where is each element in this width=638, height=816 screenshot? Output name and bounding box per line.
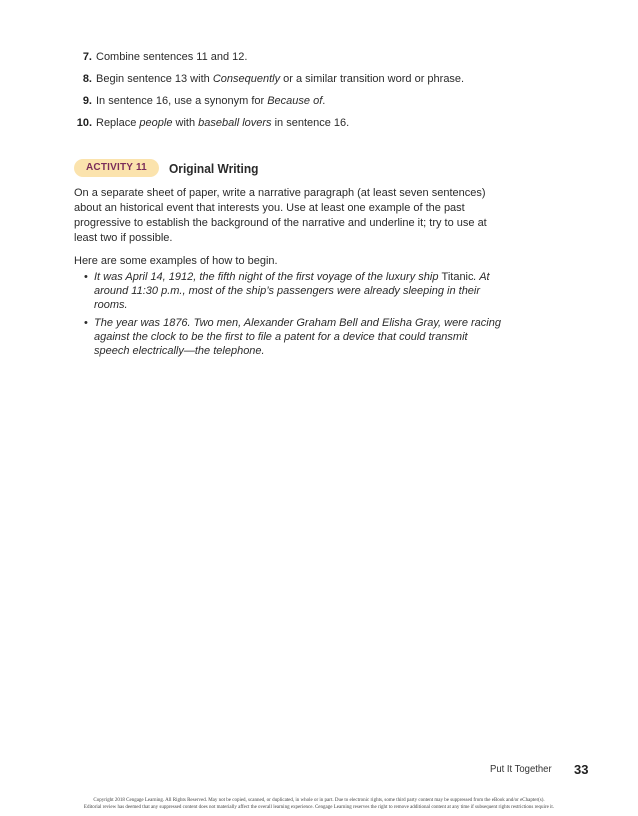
- copyright-line-1: Copyright 2018 Cengage Learning. All Rights Reserved. May not be copied, scanned, or duplicated, in whole or in part. Due to electronic rights, some third party content may be suppressed from the eBook and/or eChapter(s).: [93, 798, 545, 803]
- example-bullet: [84, 270, 504, 312]
- item-text: [96, 116, 349, 138]
- text-run: The year was 1876. Two men, Alexander Graham Bell and Elisha Gray, were racing against the clock to be the first to file a patent for a device that could transmit speech electrically—the telephone.: [94, 317, 501, 357]
- numbered-item: [74, 72, 554, 94]
- text-run: .: [322, 95, 326, 107]
- instruction-paragraph: On a separate sheet of paper, write a narrative paragraph (at least seven sentences) about an historical event that interests you. Use at least one example of the past progressive to establish the background of the narrative and underline it; try to use at least two if possible.: [74, 187, 487, 244]
- item-number: 9.: [82, 95, 92, 107]
- text-run: Begin sentence 13 with: [96, 73, 213, 85]
- emphasized-term: people: [139, 117, 173, 129]
- numbered-item: [74, 94, 554, 116]
- example-bullet: [84, 316, 504, 358]
- emphasized-term: baseball lovers: [198, 117, 272, 129]
- text-run: in sentence 16.: [271, 117, 350, 129]
- page-number: 33: [574, 762, 589, 777]
- item-text: [96, 50, 247, 72]
- text-run: or a similar transition word or phrase.: [280, 73, 465, 85]
- bullet-text: [94, 270, 504, 312]
- copyright-notice: [40, 797, 598, 811]
- emphasized-term: Consequently: [212, 73, 281, 85]
- ship-name: Titanic: [441, 271, 474, 283]
- emphasized-term: Because of: [267, 95, 323, 107]
- numbered-instructions-list: [74, 50, 554, 138]
- example-bullets-list: [84, 270, 504, 362]
- text-run: In sentence 16, use a synonym for: [96, 95, 268, 107]
- text-run: Combine sentences 11 and 12.: [96, 51, 248, 63]
- item-text: [96, 94, 325, 116]
- bullet-text: [94, 316, 504, 358]
- text-run: with: [172, 117, 199, 129]
- item-number: 8.: [82, 73, 92, 85]
- bullet-dot-icon: •: [84, 271, 88, 283]
- text-run: . At around 11:30 p.m., most of the ship’s passengers were already sleeping in their rooms.: [94, 271, 490, 311]
- copyright-line-2: Editorial review has deemed that any suppressed content does not materially affect the overall learning experience. Cengage Learning reserves the right to remove additional content at any time if subsequent rights restrictions require it.: [83, 805, 555, 810]
- activity-header: [74, 158, 266, 178]
- item-number: 7.: [82, 51, 92, 63]
- numbered-item: [74, 50, 554, 72]
- item-text: [96, 72, 464, 94]
- text-run: Replace: [96, 117, 140, 129]
- activity-badge: ACTIVITY 11: [74, 159, 159, 177]
- item-number: 10.: [76, 117, 92, 129]
- footer-section-label: Put It Together: [490, 764, 552, 775]
- bullet-dot-icon: •: [84, 317, 88, 329]
- activity-title: Original Writing: [168, 160, 259, 176]
- text-run: It was April 14, 1912, the fifth night of the first voyage of the luxury ship: [94, 271, 442, 283]
- numbered-item: [74, 116, 554, 138]
- examples-intro: Here are some examples of how to begin.: [74, 255, 278, 267]
